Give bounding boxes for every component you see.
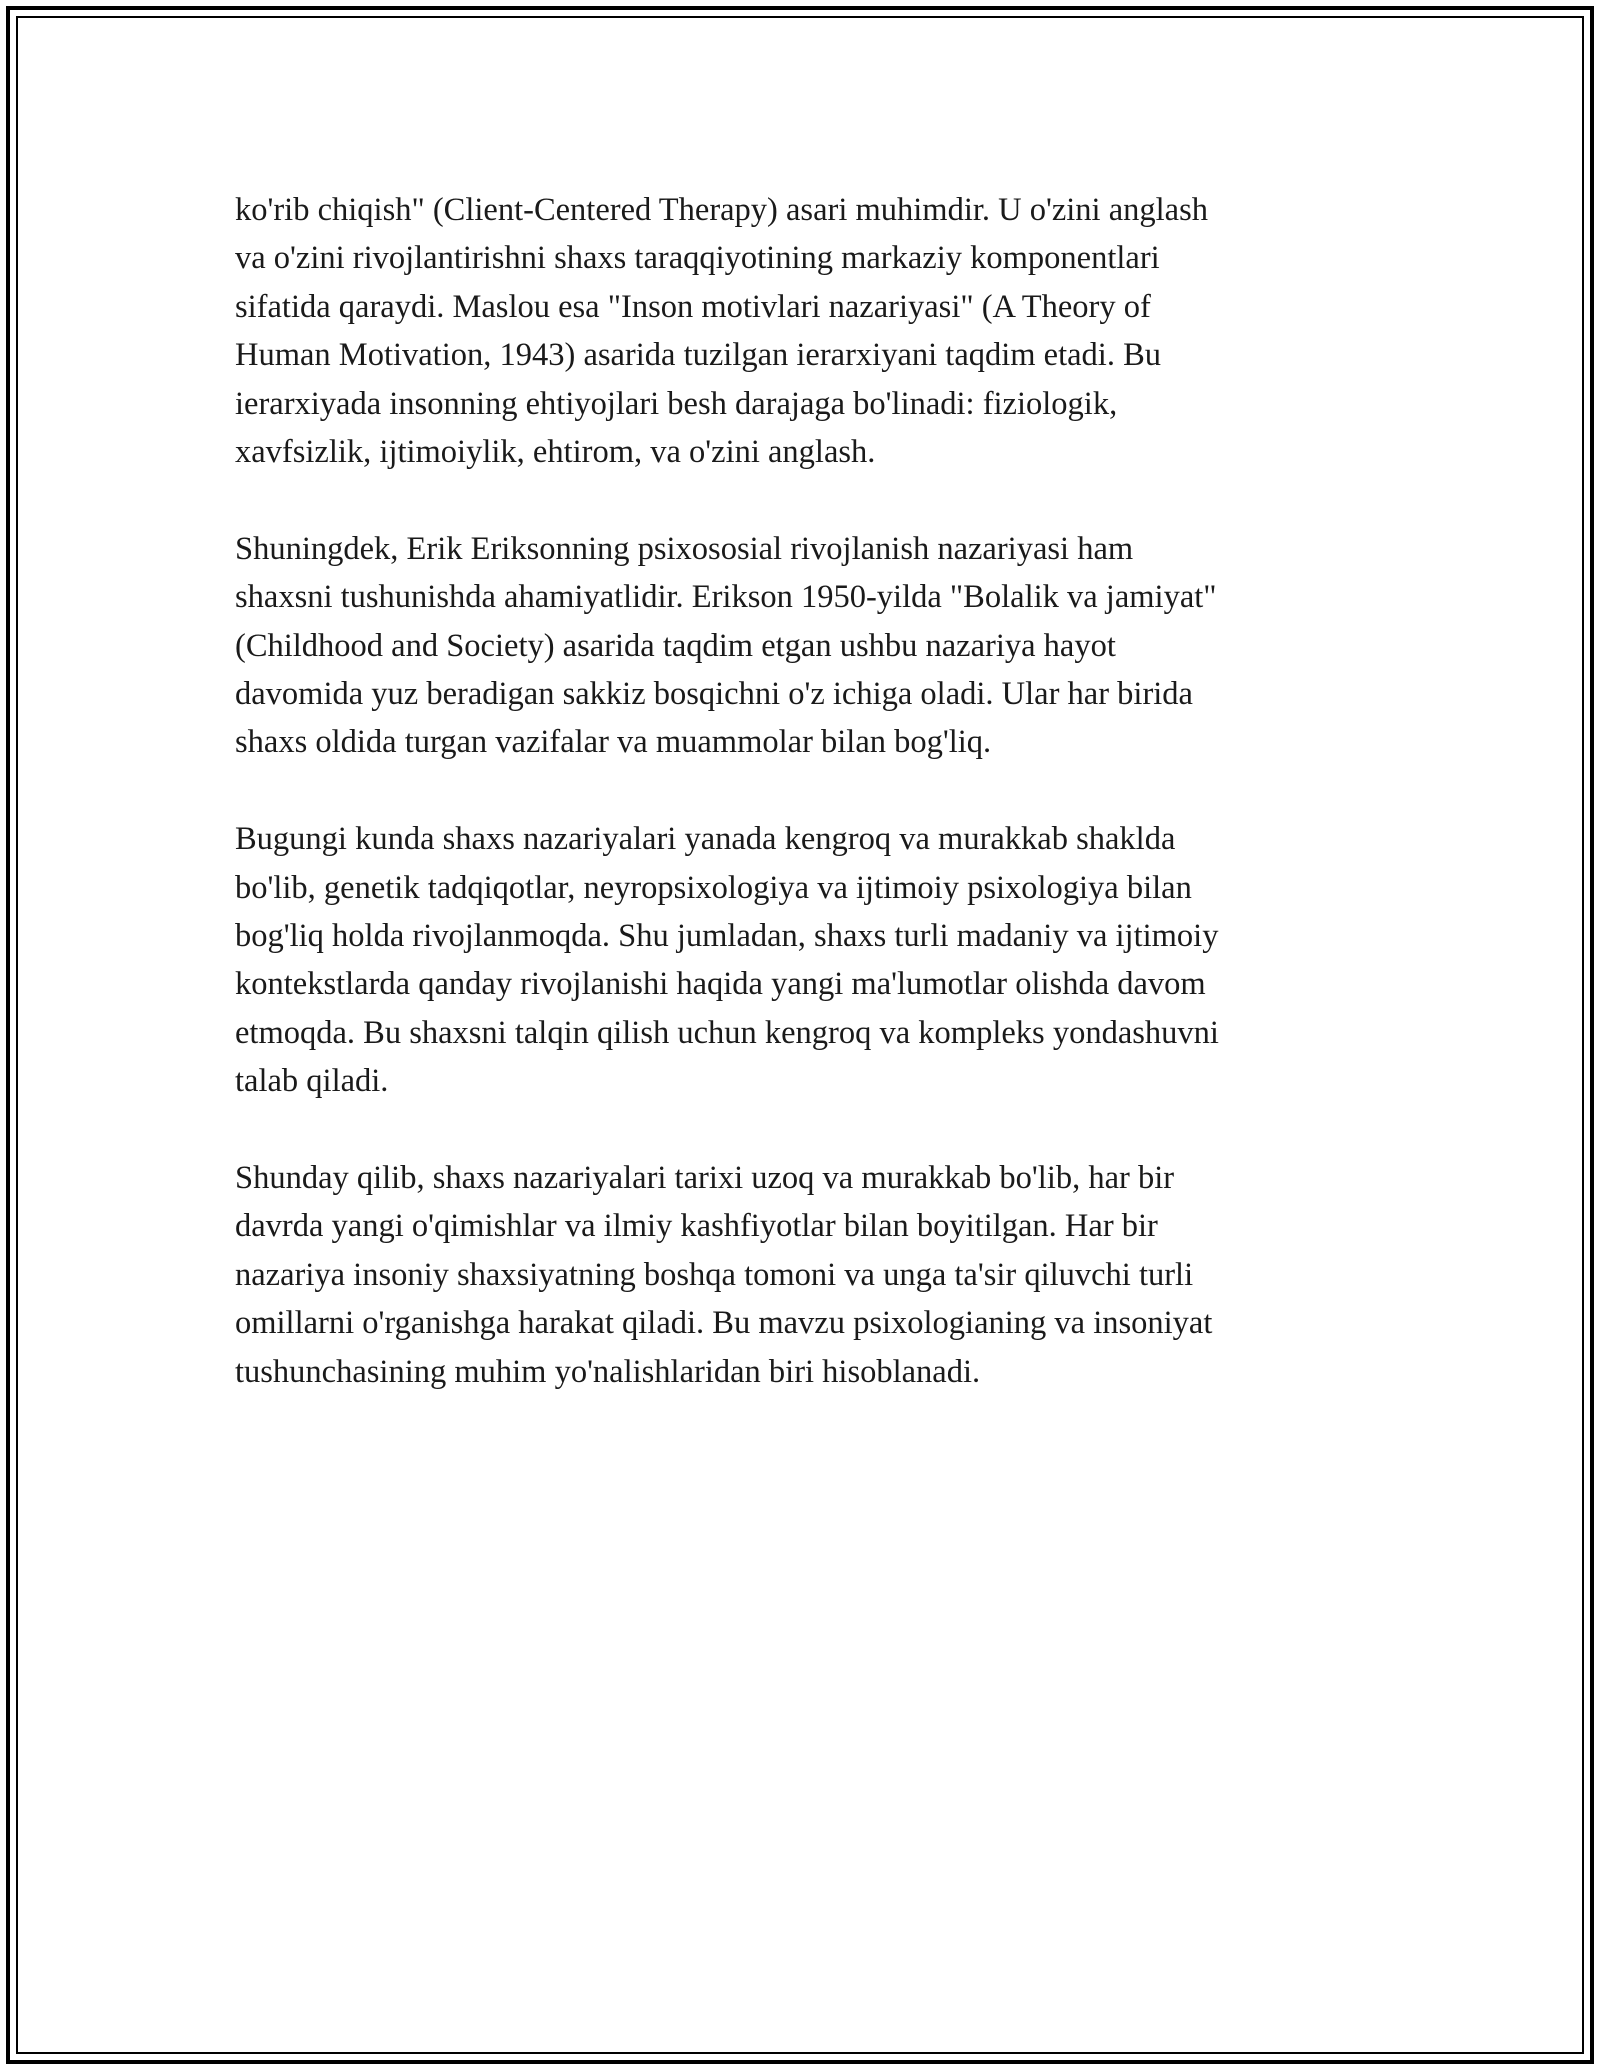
text-line: Shunday qilib, shaxs nazariyalari tarixi uzoq va murakkab bo'lib, har bir [235, 1160, 1175, 1197]
text-line: shaxsni tushunishda ahamiyatlidir. Erikson 1950-yilda "Bolalik va jamiyat" [235, 579, 1217, 616]
text-line: Shuningdek, Erik Eriksonning psixososial rivojlanish nazariyasi ham [235, 530, 1134, 567]
text-line: kontekstlarda qanday rivojlanishi haqida yangi ma'lumotlar olishda davom [235, 966, 1206, 1003]
text-line: nazariya insoniy shaxsiyatning boshqa tomoni va unga ta'sir qiluvchi turli [235, 1256, 1194, 1293]
text-line: shaxs oldida turgan vazifalar va muammolar bilan bog'liq. [235, 724, 992, 761]
paragraph [235, 525, 1365, 767]
text-line: talab qiladi. [235, 1063, 389, 1100]
paragraph [235, 186, 1365, 476]
paragraph [235, 815, 1365, 1105]
text-line: Bugungi kunda shaxs nazariyalari yanada kengroq va murakkab shaklda [235, 821, 1176, 858]
text-line: davomida yuz beradigan sakkiz bosqichni o'z ichiga oladi. Ular har birida [235, 676, 1193, 713]
text-line: Human Motivation, 1943) asarida tuzilgan ierarxiyani taqdim etadi. Bu [235, 337, 1162, 374]
text-line: omillarni o'rganishga harakat qiladi. Bu mavzu psixologianing va insoniyat [235, 1305, 1213, 1342]
text-line: ierarxiyada insonning ehtiyojlari besh darajaga bo'linadi: fiziologik, [235, 385, 1118, 422]
text-line: bog'liq holda rivojlanmoqda. Shu jumladan, shaxs turli madaniy va ijtimoiy [235, 918, 1219, 955]
text-line: (Childhood and Society) asarida taqdim etgan ushbu nazariya hayot [235, 627, 1116, 664]
paragraph-gap [235, 1106, 1365, 1154]
text-line: etmoqda. Bu shaxsni talqin qilish uchun kengroq va kompleks yondashuvni [235, 1014, 1219, 1051]
text-line: bo'lib, genetik tadqiqotlar, neyropsixologiya va ijtimoiy psixologiya bilan [235, 869, 1192, 906]
text-line: va o'zini rivojlantirishni shaxs taraqqiyotining markaziy komponentlari [235, 240, 1160, 277]
text-line: davrda yangi o'qimishlar va ilmiy kashfiyotlar bilan boyitilgan. Har bir [235, 1208, 1158, 1245]
text-line: sifatida qaraydi. Maslou esa "Inson motivlari nazariyasi" (A Theory of [235, 288, 1151, 325]
text-line: ko'rib chiqish" (Client-Centered Therapy) asari muhimdir. U o'zini anglash [235, 192, 1208, 228]
text-line: tushunchasining muhim yo'nalishlaridan biri hisoblanadi. [235, 1353, 981, 1390]
paragraph-gap [235, 767, 1365, 815]
text-line: xavfsizlik, ijtimoiylik, ehtirom, va o'zini anglash. [235, 434, 876, 471]
paragraph-gap [235, 476, 1365, 524]
document-body [235, 186, 1365, 1396]
paragraph [235, 1154, 1365, 1396]
